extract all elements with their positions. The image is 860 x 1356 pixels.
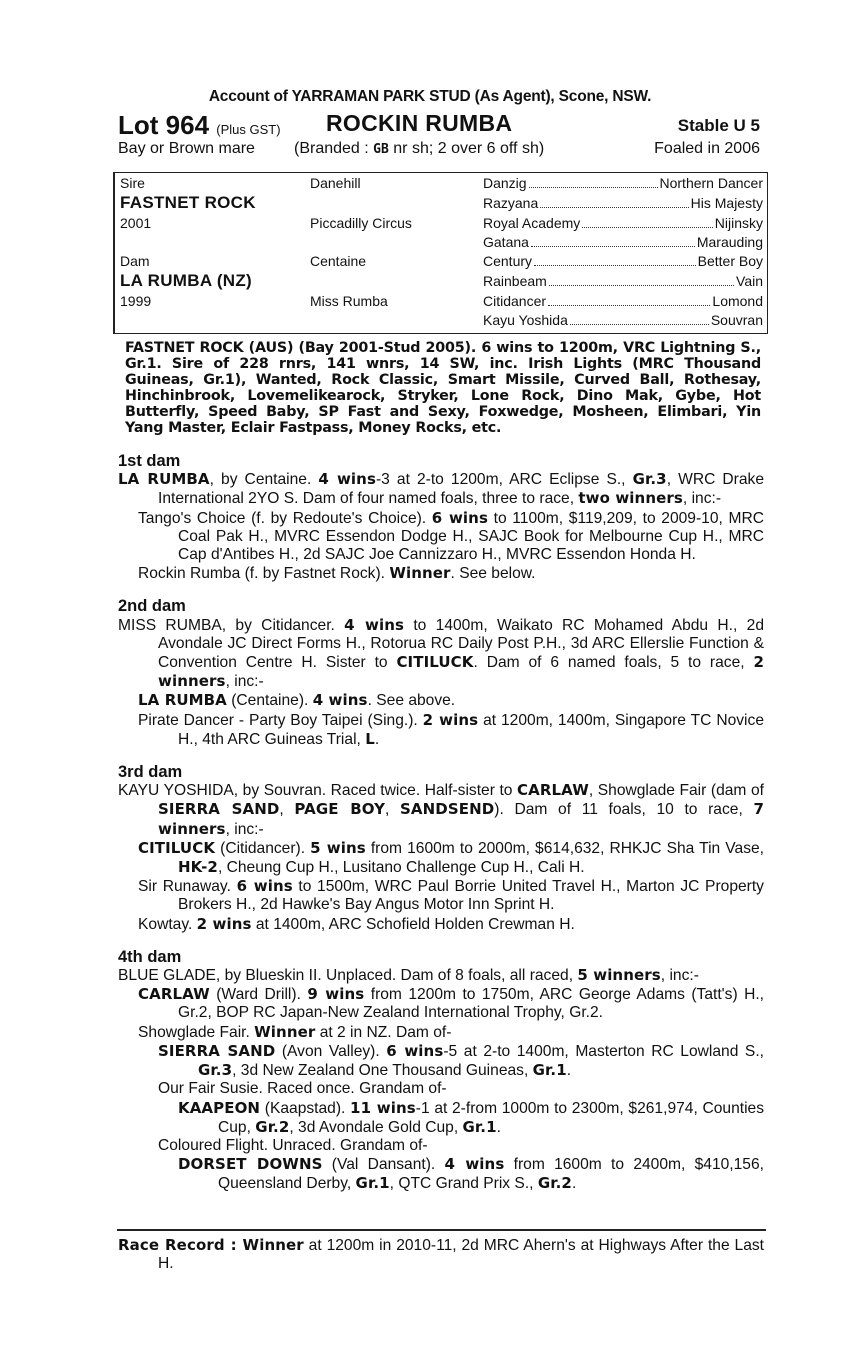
- horse-details: [118, 140, 762, 158]
- grand-right: Lomond: [712, 293, 763, 309]
- text: KAYU YOSHIDA, by Souvran. Raced twice. Half-sister to: [118, 782, 518, 800]
- third-dam-heading: 3rd dam: [118, 763, 183, 782]
- wins: 11 wins: [350, 1098, 416, 1117]
- text: , QTC Grand Prix S.,: [389, 1175, 538, 1193]
- grand-left: Citidancer: [483, 293, 547, 309]
- text: , inc:-: [682, 490, 722, 508]
- progeny-entry: [138, 691, 764, 710]
- text: to 1500m, WRC Paul Borrie United Travel H., Marton JC Property Brokers H., 2d Hawke's Bay Angus Motor Inn Sprint H.: [178, 878, 764, 914]
- grand-left: Razyana: [483, 195, 539, 211]
- progeny-entry: [178, 1099, 764, 1137]
- wins: 5 wins: [310, 838, 366, 857]
- text: Sir Runaway.: [138, 878, 237, 896]
- text: -3 at 2-to 1200m, ARC Eclipse S.,: [375, 471, 633, 489]
- text: Showglade Fair.: [138, 1023, 255, 1041]
- horse-description: Bay or Brown mare: [118, 140, 255, 157]
- horse-name: ROCKIN RUMBA: [326, 110, 513, 136]
- text: -1 at 2-from 1000m to 2300m, $261,974, Counties Cup,: [218, 1099, 765, 1136]
- pedigree-notes: [118, 452, 764, 1194]
- group: Gr.1: [462, 1117, 497, 1136]
- grand-left: Century: [483, 253, 533, 269]
- group: Gr.3: [632, 470, 667, 489]
- wins: 6 wins: [386, 1041, 444, 1060]
- text: .: [496, 1118, 501, 1136]
- second-dam-heading: 2nd dam: [118, 597, 186, 616]
- lot-number: [118, 110, 281, 141]
- text: to 1100m, $119,209, to 2009-10, MRC Coal Pak H., MVRC Essendon Dodge H., SAJC Book for Melbourne Cup H., MRC Cap d'Antibes H., 2d SAJC Joe Cannizzaro H., MVRC Essendon Honda H.: [178, 509, 764, 564]
- progeny-entry: [138, 985, 764, 1022]
- plus-gst: (Plus GST): [216, 122, 281, 137]
- grand-right: His Majesty: [690, 195, 763, 211]
- brand-prefix: (Branded :: [294, 140, 369, 157]
- brand-info: [294, 140, 544, 158]
- progeny-entry: [138, 1023, 764, 1042]
- grand-right: Better Boy: [697, 253, 763, 269]
- text: (Avon Valley).: [275, 1042, 387, 1060]
- grand-left: Rainbeam: [483, 273, 547, 289]
- sire-year: 2001: [120, 215, 152, 231]
- sire-label: Sire: [120, 175, 145, 191]
- text: Pirate Dancer - Party Boy Taipei (Sing.).: [138, 711, 423, 729]
- text: , inc:-: [225, 820, 264, 838]
- stakes-name: DORSET DOWNS: [178, 1155, 323, 1174]
- text: at 1400m, ARC Schofield Holden Crewman H.: [251, 915, 575, 933]
- text: at 2 in NZ. Dam of-: [315, 1023, 452, 1041]
- stakes-name: KAAPEON: [178, 1098, 261, 1117]
- text: MISS RUMBA, by Citidancer.: [118, 616, 345, 634]
- fourth-dam-heading: 4th dam: [118, 947, 182, 966]
- race-record-label: Race Record : Winner: [118, 1236, 304, 1254]
- grand-left: Royal Academy: [483, 215, 581, 231]
- vendor-account: Account of YARRAMAN PARK STUD (As Agent), Scone, NSW.: [208, 88, 652, 105]
- wins: Winner: [389, 564, 451, 583]
- grand-row: [483, 175, 763, 191]
- dam-label: Dam: [120, 253, 150, 269]
- lot-line: [118, 110, 762, 140]
- text: . See above.: [367, 692, 456, 710]
- grand-row: [483, 215, 763, 231]
- dam-name: LA RUMBA: [118, 470, 210, 489]
- winners: 5 winners: [577, 966, 661, 985]
- text: Coloured Flight. Unraced. Grandam of-: [158, 1136, 428, 1154]
- text: , inc:-: [660, 967, 699, 985]
- text: to 1400m, Waikato RC Mohamed Abdu H., 2d Avondale JC Direct Forms H., Rotorua RC Daily Post P.H., 3d ARC Ellerslie Function & Convention Centre H. Sister to: [158, 616, 764, 672]
- grand-right: Vain: [736, 273, 763, 289]
- text: , WRC Drake International 2YO S. Dam of four named foals, three to race,: [158, 471, 764, 508]
- text: ). Dam of 11 foals, 10 to race,: [494, 801, 754, 819]
- text: BLUE GLADE, by Blueskin II. Unplaced. Dam of 8 foals, all raced,: [118, 967, 578, 985]
- brand-mark: GB: [373, 142, 389, 157]
- text: from 1600m to 2000m, $614,632, RHKJC Sha Tin Vase,: [365, 839, 764, 857]
- group: Gr.1: [355, 1174, 390, 1193]
- dam-name: LA RUMBA (NZ): [120, 271, 252, 290]
- brand-suffix: nr sh; 2 over 6 off sh): [393, 140, 545, 157]
- wins: 4 wins: [318, 470, 376, 489]
- text: , Showglade Fair (dam of: [588, 782, 764, 800]
- text: at 1200m, 1400m, Singapore TC Novice H., 4th ARC Guineas Trial,: [178, 711, 764, 748]
- wins: 6 wins: [431, 508, 488, 527]
- progeny-entry: [158, 1137, 764, 1155]
- text: , inc:-: [225, 673, 264, 691]
- pedigree-table: [113, 172, 768, 334]
- stakes-name: CITILUCK: [396, 653, 474, 672]
- wins: 9 wins: [307, 985, 365, 1004]
- group: Gr.2: [537, 1174, 572, 1193]
- divider: [117, 1229, 766, 1231]
- listed: L: [365, 729, 375, 748]
- sire-sire: Danehill: [310, 175, 361, 191]
- grand-left: Gatana: [483, 234, 529, 250]
- progeny-entry: [158, 1042, 764, 1080]
- wins: 2 wins: [196, 914, 252, 933]
- stakes-name: LA RUMBA: [138, 691, 227, 710]
- wins: 4 wins: [344, 615, 405, 634]
- group: Gr.3: [198, 1061, 233, 1080]
- first-dam-heading: 1st dam: [118, 452, 181, 470]
- text: (Val Dansant).: [322, 1156, 445, 1174]
- text: . See below.: [450, 565, 536, 583]
- progeny-entry: [138, 915, 764, 934]
- text: Our Fair Susie. Raced once. Grandam of-: [158, 1080, 447, 1098]
- grand-right: Souvran: [710, 312, 763, 328]
- text: ,: [385, 801, 401, 819]
- text: .: [571, 1175, 577, 1193]
- wins: 2 wins: [422, 710, 479, 729]
- progeny-entry: [158, 1080, 764, 1098]
- text: Tango's Choice (f. by Redoute's Choice).: [138, 509, 432, 527]
- wins: 4 wins: [444, 1155, 505, 1174]
- stakes-name: SIERRA SAND: [158, 800, 280, 819]
- sire-dam: Piccadilly Circus: [310, 215, 412, 231]
- lot-label: Lot 964: [118, 110, 210, 140]
- winners: two winners: [578, 489, 683, 508]
- text: (Centaine).: [226, 692, 313, 710]
- stakes-name: SANDSEND: [400, 800, 495, 819]
- text: .: [566, 1062, 572, 1080]
- progeny-entry: [138, 509, 764, 565]
- fourth-dam-entry: [118, 966, 764, 985]
- text: .: [374, 730, 380, 748]
- grand-row: [483, 312, 763, 328]
- stakes-name: PAGE BOY: [294, 800, 386, 819]
- grand-row: [483, 253, 763, 269]
- text: ,: [279, 801, 295, 819]
- dam-dam: Miss Rumba: [310, 293, 388, 309]
- sire-name: FASTNET ROCK: [120, 193, 256, 212]
- group: Gr.1: [532, 1061, 567, 1080]
- stakes-name: CARLAW: [138, 985, 210, 1004]
- text: (Kaapstad).: [260, 1099, 351, 1117]
- text: -5 at 2-to 1400m, Masterton RC Lowland S.,: [443, 1042, 764, 1060]
- stakes-name: CITILUCK: [138, 838, 216, 857]
- text: , Cheung Cup H., Lusitano Challenge Cup H., Cali H.: [217, 859, 585, 877]
- winners: 7 winners: [158, 800, 764, 838]
- grand-left: Kayu Yoshida: [483, 312, 568, 328]
- progeny-entry: [138, 711, 764, 749]
- progeny-entry: [138, 564, 764, 583]
- progeny-entry: [138, 877, 764, 914]
- text: Rockin Rumba (f. by Fastnet Rock).: [138, 565, 390, 583]
- text: (Ward Drill).: [209, 986, 308, 1004]
- dam-year: 1999: [120, 293, 152, 309]
- grand-right: Nijinsky: [714, 215, 763, 231]
- first-dam-entry: [118, 470, 764, 508]
- grand-row: [483, 195, 763, 211]
- text: from 1200m to 1750m, ARC George Adams (Tatt's) H., Gr.2, BOP RC Japan-New Zealand International Trophy, Gr.2.: [178, 986, 764, 1022]
- second-dam-entry: [118, 616, 764, 692]
- stakes-name: CARLAW: [517, 781, 589, 800]
- grand-row: [483, 273, 763, 289]
- text: , 3d New Zealand One Thousand Guineas,: [232, 1062, 533, 1080]
- progeny-entry: [138, 839, 764, 877]
- group: HK-2: [178, 858, 218, 877]
- third-dam-entry: [118, 781, 764, 839]
- stakes-name: SIERRA SAND: [158, 1041, 276, 1060]
- foaled-year: Foaled in 2006: [654, 140, 760, 157]
- text: Kowtay.: [138, 915, 197, 933]
- text: (Citidancer).: [215, 839, 311, 857]
- grand-left: Danzig: [483, 175, 527, 191]
- stable-location: Stable U 5: [677, 116, 760, 135]
- sire-summary: FASTNET ROCK (AUS) (Bay 2001-Stud 2005). 6 wins to 1200m, VRC Lightning S., Gr.1. Sire of 228 rnrs, 141 wnrs, 14 SW, inc. Irish Lights (MRC Thousand Guineas, Gr.1), Wanted, Rock Classic, Smart Missile, Curved Ball, Rothesay, Hinchinbrook, Lovemelikearock, Stryker, Lone Rock, Dino Mak, Gybe, Hot Butterfly, Speed Baby, SP Fast and Sexy, Foxwedge, Mosheen, Elimbari, Yin Yang Master, Eclair Fastpass, Money Rocks, etc.: [125, 340, 761, 436]
- text: , 3d Avondale Gold Cup,: [289, 1118, 463, 1136]
- grand-row: [483, 293, 763, 309]
- text: , by Centaine.: [209, 471, 319, 489]
- dam-sire: Centaine: [310, 253, 367, 269]
- group: Gr.2: [255, 1117, 290, 1136]
- wins: 4 wins: [312, 691, 368, 710]
- wins: Winner: [254, 1022, 316, 1041]
- text: from 1600m to 2400m, $410,156, Queensland Derby,: [218, 1156, 764, 1193]
- grand-row: [483, 234, 763, 250]
- race-record: [118, 1236, 764, 1273]
- progeny-entry: [178, 1155, 764, 1193]
- text: . Dam of 6 named foals, 5 to race,: [473, 654, 754, 672]
- text: at 1200m in 2010-11, 2d MRC Ahern's at Highways After the Last H.: [158, 1237, 765, 1273]
- wins: 6 wins: [236, 877, 293, 896]
- grand-right: Northern Dancer: [659, 175, 763, 191]
- grand-right: Marauding: [696, 234, 763, 250]
- winners: 2 winners: [158, 653, 764, 691]
